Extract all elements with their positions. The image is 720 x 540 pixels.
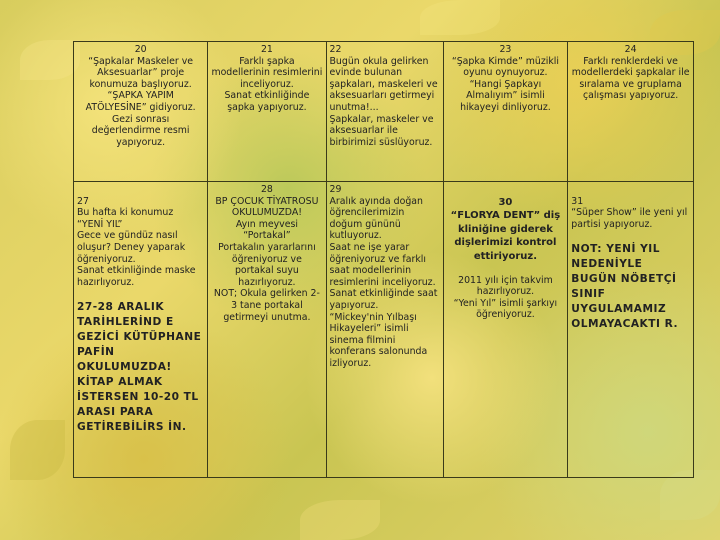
dentist-visit-note: 30 “FLORYA DENT” diş kliniğine giderek dişlerimizi kontrol ettiriyoruz.	[450, 196, 561, 262]
day-cell-31	[568, 182, 694, 478]
day-cell-20: 20 “Şapkalar Maskeler ve Aksesuarlar” proje konumuza başlıyoruz. “ŞAPKA YAPIM ATÖLYESİNE” gidiyoruz. Gezi sonrası değerlendirme resmi yapıyoruz.	[74, 42, 208, 182]
day-cell-30	[443, 182, 568, 478]
library-notice: 27-28 ARALIK TARİHLERİND E GEZİCİ KÜTÜPHANE PAFİN OKULUMUZDA! KİTAP ALMAK İSTERSEN 10-20 TL ARASI PARA GETİREBİLİRS İN.	[77, 300, 202, 433]
weekly-plan-table	[73, 41, 694, 478]
day-cell-22: 22 Bugün okula gelirken evinde bulunan şapkaları, maskeleri ve aksesuarları getirmeyi unutma!... Şapkalar, maskeler ve aksesuarlar ile birbirimizi süslüyoruz.	[326, 42, 443, 182]
day-cell-21: 21 Farklı şapka modellerinin resimlerini inceliyoruz. Sanat etkinliğinde şapka yapıyoruz.	[208, 42, 326, 182]
duty-class-notice: NOT: YENİ YIL NEDENİYLE BUGÜN NÖBETÇİ SINIF UYGULAMAMIZ OLMAYACAKTI R.	[571, 242, 679, 330]
day-cell-27	[74, 182, 208, 478]
table-row	[74, 42, 694, 182]
day-27-text: 27 Bu hafta ki konumuz “YENİ YIL” Gece ve gündüz nasıl oluşur? Deney yaparak öğreniyoruz. Sanat etkinliğinde maske hazırlıyoruz.	[77, 195, 196, 288]
day-cell-23: 23 “Şapka Kimde” müzikli oyunu oynuyoruz. “Hangi Şapkayı Almalıyım” isimli hikayeyi dinliyoruz.	[443, 42, 568, 182]
table-row	[74, 182, 694, 478]
day-cell-24: 24 Farklı renklerdeki ve modellerdeki şapkalar ile sıralama ve gruplama çalışması yapıyoruz.	[568, 42, 694, 182]
day-30-text: 2011 yılı için takvim hazırlıyoruz. “Yeni Yıl” isimli şarkıyı öğreniyoruz.	[453, 274, 558, 321]
day-31-text: 31 “Süper Show” ile yeni yıl partisi yapıyoruz.	[571, 195, 688, 230]
day-cell-29: 29 Aralık ayında doğan öğrencilerimizin doğum gününü kutluyoruz. Saat ne işe yarar öğreniyoruz ve farklı saat modellerinin resimlerini inceliyoruz. Sanat etkinliğinde saat yapıyoruz. “Mickey'nin Yılbaşı Hikayeleri” isimli sinema filmini konferans salonunda izliyoruz.	[326, 182, 443, 478]
day-cell-28: 28 BP ÇOCUK TİYATROSU OKULUMUZDA! Ayın meyvesi “Portakal” Portakalın yararlarını öğreniyoruz ve portakal suyu hazırlıyoruz. NOT; Okula gelirken 2-3 tane portakal getirmeyi unutma.	[208, 182, 326, 478]
